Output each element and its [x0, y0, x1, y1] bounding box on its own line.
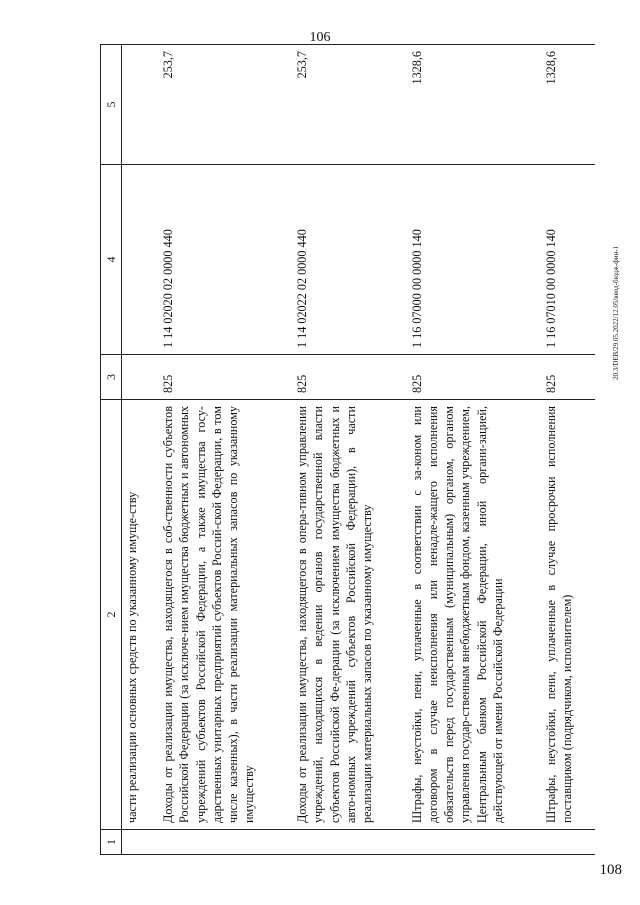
amount-cell	[122, 45, 157, 165]
revenue-name-cell: части реализации основных средств по указанному имуще-ству	[122, 400, 157, 830]
revenue-name-cell: Доходы от реализации имущества, находящегося в опера-тивном управлении учреждений, находящихся в ведении органов государственной власти субъектов Российской Фе-дерации (за исключением имущества бюджетных и авто-номных учреждений субъектов Российской Федерации), в части реализации материальных запасов по указанному имуществу	[290, 400, 405, 830]
column-header-1: 1	[101, 830, 122, 855]
budget-revenue-table	[100, 44, 595, 855]
budget-code-cell: 1 16 07000 00 0000 140	[405, 165, 539, 355]
page-number-bottom: 108	[599, 862, 622, 878]
row-number-cell	[405, 830, 539, 855]
revenue-name-cell: Штрафы, неустойки, пени, уплаченные в соответствии с за-коном или договором в случае неисполнения или ненадле-жащего исполнения обязательств перед государственным (муниципальным) органом, органом управления государ-ственным внебюджетным фондом, казенным учреждением, Центральным банком Российской Федерации, иной органи-зацией, действующей от имени Российской Федерации	[405, 400, 539, 830]
page-number-top: 106	[309, 30, 331, 45]
column-header-5: 5	[101, 45, 122, 165]
admin-code-cell	[122, 355, 157, 400]
budget-code-cell	[122, 165, 157, 355]
amount-cell: 1328,6	[405, 45, 539, 165]
row-number-cell	[290, 830, 405, 855]
table-row	[539, 45, 595, 855]
admin-code-cell: 825	[405, 355, 539, 400]
budget-code-cell: 1 14 02020 02 0000 440	[156, 165, 290, 355]
column-header-4: 4	[101, 165, 122, 355]
table-row	[122, 45, 157, 855]
revenue-name-cell: Штрафы, неустойки, пени, уплаченные в случае просрочки исполнения поставщиком (подрядчиком, исполнителем)	[539, 400, 595, 830]
table-row	[156, 45, 290, 855]
table-row	[290, 45, 405, 855]
row-number-cell	[122, 830, 157, 855]
table-row	[405, 45, 539, 855]
amount-cell: 253,7	[290, 45, 405, 165]
row-number-cell	[156, 830, 290, 855]
table-header-row	[101, 45, 122, 855]
admin-code-cell: 825	[290, 355, 405, 400]
admin-code-cell: 825	[539, 355, 595, 400]
budget-code-cell: 1 14 02022 02 0000 440	[290, 165, 405, 355]
revenue-name-cell: Доходы от реализации имущества, находящегося в соб-ственности субъектов Российской Федерации (за исключе-нием имущества бюджетных и автономных учреждений субъектов Российской Федерации, а также имущества госу-дарственных унитарных предприятий субъектов Россий-ской Федерации, в том числе казенных), в части реализации материальных запасов по указанному имуществу	[156, 400, 290, 830]
budget-table-container	[100, 45, 595, 855]
admin-code-cell: 825	[156, 355, 290, 400]
row-number-cell	[539, 830, 595, 855]
amount-cell: 1328,6	[539, 45, 595, 165]
column-header-3: 3	[101, 355, 122, 400]
amount-cell: 253,7	[156, 45, 290, 165]
budget-code-cell: 1 16 07010 00 0000 140	[539, 165, 595, 355]
side-stamp-text: 20.3/DEB/29.05.2022/12.05/ввод-бюдж-фин-1	[612, 245, 620, 380]
column-header-2: 2	[101, 400, 122, 830]
